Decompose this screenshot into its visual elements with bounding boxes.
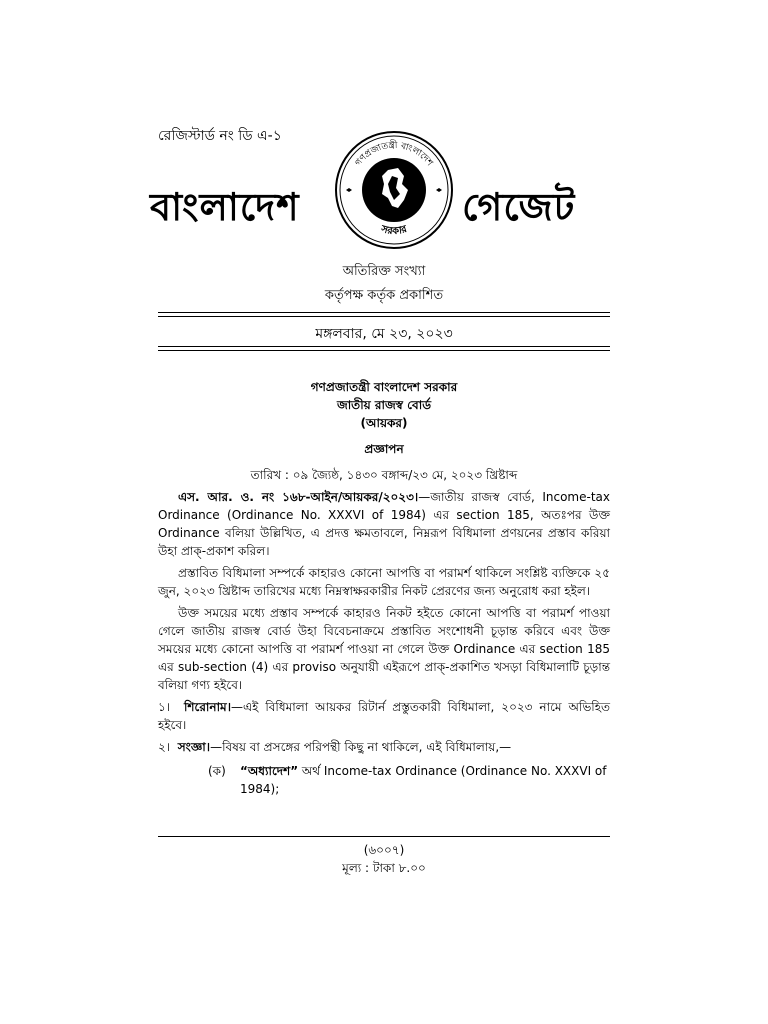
- section-1-number: ১।: [158, 700, 171, 714]
- page-number: (৬০০৭): [363, 843, 405, 857]
- definition-a-text: অর্থ Income-tax Ordinance (Ordinance No. XXXVI of 1984);: [240, 764, 607, 796]
- notification-date: তারিখ : ০৯ জ্যৈষ্ঠ, ১৪৩০ বঙ্গাব্দ/২৩ মে, ২০২৩ খ্রিষ্টাব্দ: [250, 468, 518, 482]
- header-rule-bottom: [158, 346, 610, 351]
- paragraph-3: উক্ত সময়ের মধ্যে প্রস্তাব সম্পর্কে কাহারও নিকট হইতে কোনো আপত্তি বা পরামর্শ পাওয়া গেলে জাতীয় রাজস্ব বোর্ড উহা বিবেচনাক্রমে প্রস্তাবিত সংশোধনী চূড়ান্ত করিবে এবং উক্ত সময়ের মধ্যে কোনো আপত্তি বা পরামর্শ পাওয়া না গেলে উক্ত Ordinance এর section 185 এর sub-section (4) এর proviso অনুযায়ী এইরূপে প্রাক্-প্রকাশিত খসড়া বিধিমালাটি চূড়ান্ত বলিয়া গণ্য হইবে।: [158, 606, 610, 692]
- footer-rule: [158, 836, 610, 837]
- masthead-bangladesh: বাংলাদেশ: [150, 185, 300, 229]
- definition-a-term: “অধ্যাদেশ”: [240, 764, 299, 778]
- definition-a-label: (ক): [208, 764, 226, 778]
- section-2-title: সংজ্ঞা।: [177, 740, 211, 754]
- masthead-gazette: গেজেট: [462, 185, 576, 229]
- extraordinary-issue: অতিরিক্ত সংখ্যা: [342, 264, 426, 279]
- section-1-title: শিরোনাম।: [183, 700, 232, 714]
- government-seal-icon: [332, 128, 456, 252]
- svg-text:সরকার: [379, 224, 409, 238]
- published-by-authority: কর্তৃপক্ষ কর্তৃক প্রকাশিত: [324, 288, 444, 303]
- section-2-number: ২।: [158, 740, 171, 754]
- definition-a: [208, 762, 610, 798]
- board-name: জাতীয় রাজস্ব বোর্ড: [336, 398, 432, 412]
- wing-name: (আয়কর): [360, 416, 408, 430]
- paragraph-1-text: —জাতীয় রাজস্ব বোর্ড, Income-tax Ordinance (Ordinance No. XXXVI of 1984) এর section 185, অতঃপর উক্ত Ordinance বলিয়া উল্লিখিত, এ প্রদত্ত ক্ষমতাবলে, নিম্নরূপ বিধিমালা প্রণয়নের প্রস্তাব করিয়া উহা প্রাক্-প্রকাশ করিল।: [158, 490, 610, 558]
- section-1: [158, 698, 610, 734]
- government-name: গণপ্রজাতন্ত্রী বাংলাদেশ সরকার: [310, 380, 458, 394]
- header-rule-top: [158, 312, 610, 317]
- notice-body: [158, 378, 610, 798]
- section-2: [158, 738, 610, 756]
- registration-number: রেজিস্টার্ড নং ডি এ-১: [158, 128, 282, 144]
- paragraph-2: প্রস্তাবিত বিধিমালা সম্পর্কে কাহারও কোনো আপত্তি বা পরামর্শ থাকিলে সংশ্লিষ্ট ব্যক্তিকে ২৫ জুন, ২০২৩ খ্রিষ্টাব্দ তারিখের মধ্যে নিম্নস্বাক্ষরকারীর নিকট প্রেরণের জন্য অনুরোধ করা হইল।: [158, 566, 610, 598]
- paragraph-1: [158, 488, 610, 560]
- issue-date: মঙ্গলবার, মে ২৩, ২০২৩: [315, 326, 453, 342]
- section-1-text: —এই বিধিমালা আয়কর রিটার্ন প্রস্তুতকারী বিধিমালা, ২০২৩ নামে অভিহিত হইবে।: [158, 700, 610, 732]
- price: মূল্য : টাকা ৮.০০: [342, 861, 426, 875]
- sro-number: এস. আর. ও. নং ১৬৮-আইন/আয়কর/২০২৩।: [178, 490, 419, 504]
- seal-text-bottom: সরকার: [379, 223, 409, 238]
- section-2-text: —বিষয় বা প্রসঙ্গের পরিপন্থী কিছু না থাকিলে, এই বিধিমালায়,—: [210, 740, 512, 754]
- notification-heading: প্রজ্ঞাপন: [364, 442, 404, 456]
- seal-text-top: গণপ্রজাতন্ত্রী বাংলাদেশ: [353, 140, 435, 169]
